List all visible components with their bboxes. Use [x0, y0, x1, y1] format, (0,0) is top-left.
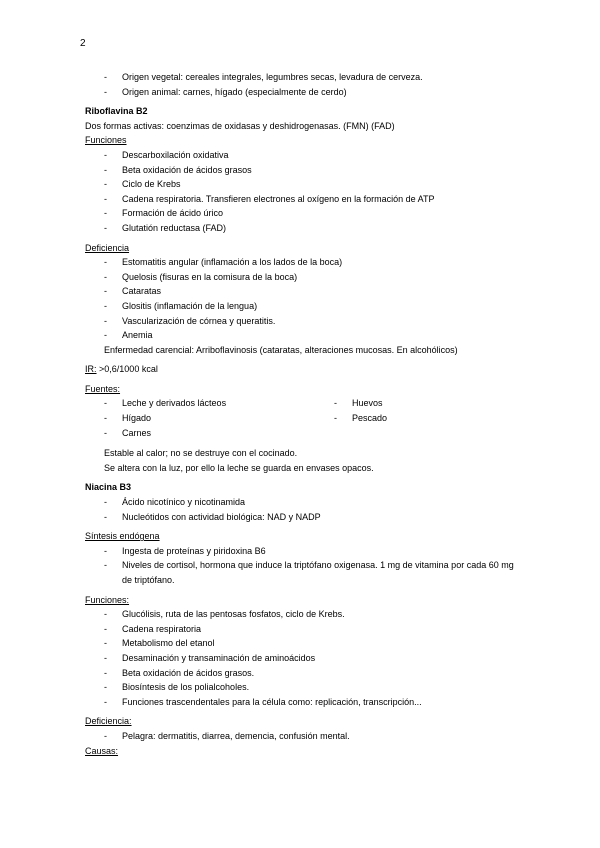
b2-sources-heading: Fuentes:: [85, 383, 121, 394]
list-item: - Cadena respiratoria. Transfieren electrones al oxígeno en la formación de ATP: [85, 192, 525, 207]
b3-causes-heading: Causas:: [85, 745, 119, 756]
list-item: - Anemia: [85, 328, 525, 343]
list-item: - Vascularización de córnea y queratitis.: [85, 314, 525, 329]
section-title-b2: Riboflavina B2: [85, 106, 148, 117]
b2-stability-1: Estable al calor; no se destruye con el cocinado.: [104, 448, 298, 459]
list-item: - Huevos: [315, 396, 515, 411]
list-item: - Leche y derivados lácteos: [85, 396, 315, 411]
list-item: - Cataratas: [85, 284, 525, 299]
list-item: - Beta oxidación de ácidos grasos: [85, 163, 525, 178]
b2-deficiency-heading: Deficiencia: [85, 242, 130, 253]
list-item: - Quelosis (fisuras en la comisura de la boca): [85, 270, 525, 285]
list-item: - Funciones trascendentales para la célula como: replicación, transcripción...: [85, 695, 525, 710]
b2-ir-value: >0,6/1000 kcal: [99, 364, 158, 375]
list-item: - Hígado: [85, 411, 315, 426]
b2-ir-line: [85, 362, 525, 377]
list-item: - Beta oxidación de ácidos grasos.: [85, 666, 525, 681]
list-item: - Metabolismo del etanol: [85, 636, 525, 651]
list-item: - Pelagra: dermatitis, diarrea, demencia, confusión mental.: [85, 729, 525, 744]
list-item: - Ingesta de proteínas y piridoxina B6: [85, 544, 525, 559]
b3-deficiency-heading: Deficiencia:: [85, 716, 132, 727]
list-item: - Ácido nicotínico y nicotinamida: [85, 495, 525, 510]
list-item: - Niveles de cortisol, hormona que induce la triptófano oxigenasa. 1 mg de vitamina por cada 60 mg de triptófano.: [85, 558, 525, 587]
page-content: [85, 70, 525, 758]
list-item: - Cadena respiratoria: [85, 622, 525, 637]
b2-functions-heading: Funciones: [85, 135, 127, 146]
b2-sources: [85, 396, 525, 440]
section-title-b3: Niacina B3: [85, 482, 132, 493]
sources-column-2: [315, 396, 515, 440]
b3-functions-heading: Funciones:: [85, 594, 130, 605]
page-number: 2: [80, 38, 86, 49]
list-item: - Glucólisis, ruta de las pentosas fosfatos, ciclo de Krebs.: [85, 607, 525, 622]
b2-description: Dos formas activas: coenzimas de oxidasas y deshidrogenasas. (FMN) (FAD): [85, 120, 395, 131]
list-item: - Descarboxilación oxidativa: [85, 148, 525, 163]
sources-column-1: [85, 396, 315, 440]
list-item: - Desaminación y transaminación de aminoácidos: [85, 651, 525, 666]
list-item: - Nucleótidos con actividad biológica: NAD y NADP: [85, 510, 525, 525]
list-item: - Glositis (inflamación de la lengua): [85, 299, 525, 314]
list-item: - Biosíntesis de los polialcoholes.: [85, 680, 525, 695]
b2-deficiency-note: Enfermedad carencial: Arriboflavinosis (cataratas, alteraciones mucosas. En alcohólicos): [104, 344, 458, 355]
list-item: - Glutatión reductasa (FAD): [85, 221, 525, 236]
list-item: - Origen animal: carnes, hígado (especialmente de cerdo): [85, 85, 525, 100]
b2-stability-2: Se altera con la luz, por ello la leche se guarda en envases opacos.: [104, 462, 374, 473]
b3-synthesis-heading: Síntesis endógena: [85, 531, 160, 542]
list-item: - Estomatitis angular (inflamación a los lados de la boca): [85, 255, 525, 270]
b2-ir-label: IR:: [85, 364, 97, 375]
list-item: - Carnes: [85, 426, 315, 441]
list-item: - Formación de ácido úrico: [85, 206, 525, 221]
list-item: - Pescado: [315, 411, 515, 426]
list-item: - Origen vegetal: cereales integrales, legumbres secas, levadura de cerveza.: [85, 70, 525, 85]
list-item: - Ciclo de Krebs: [85, 177, 525, 192]
